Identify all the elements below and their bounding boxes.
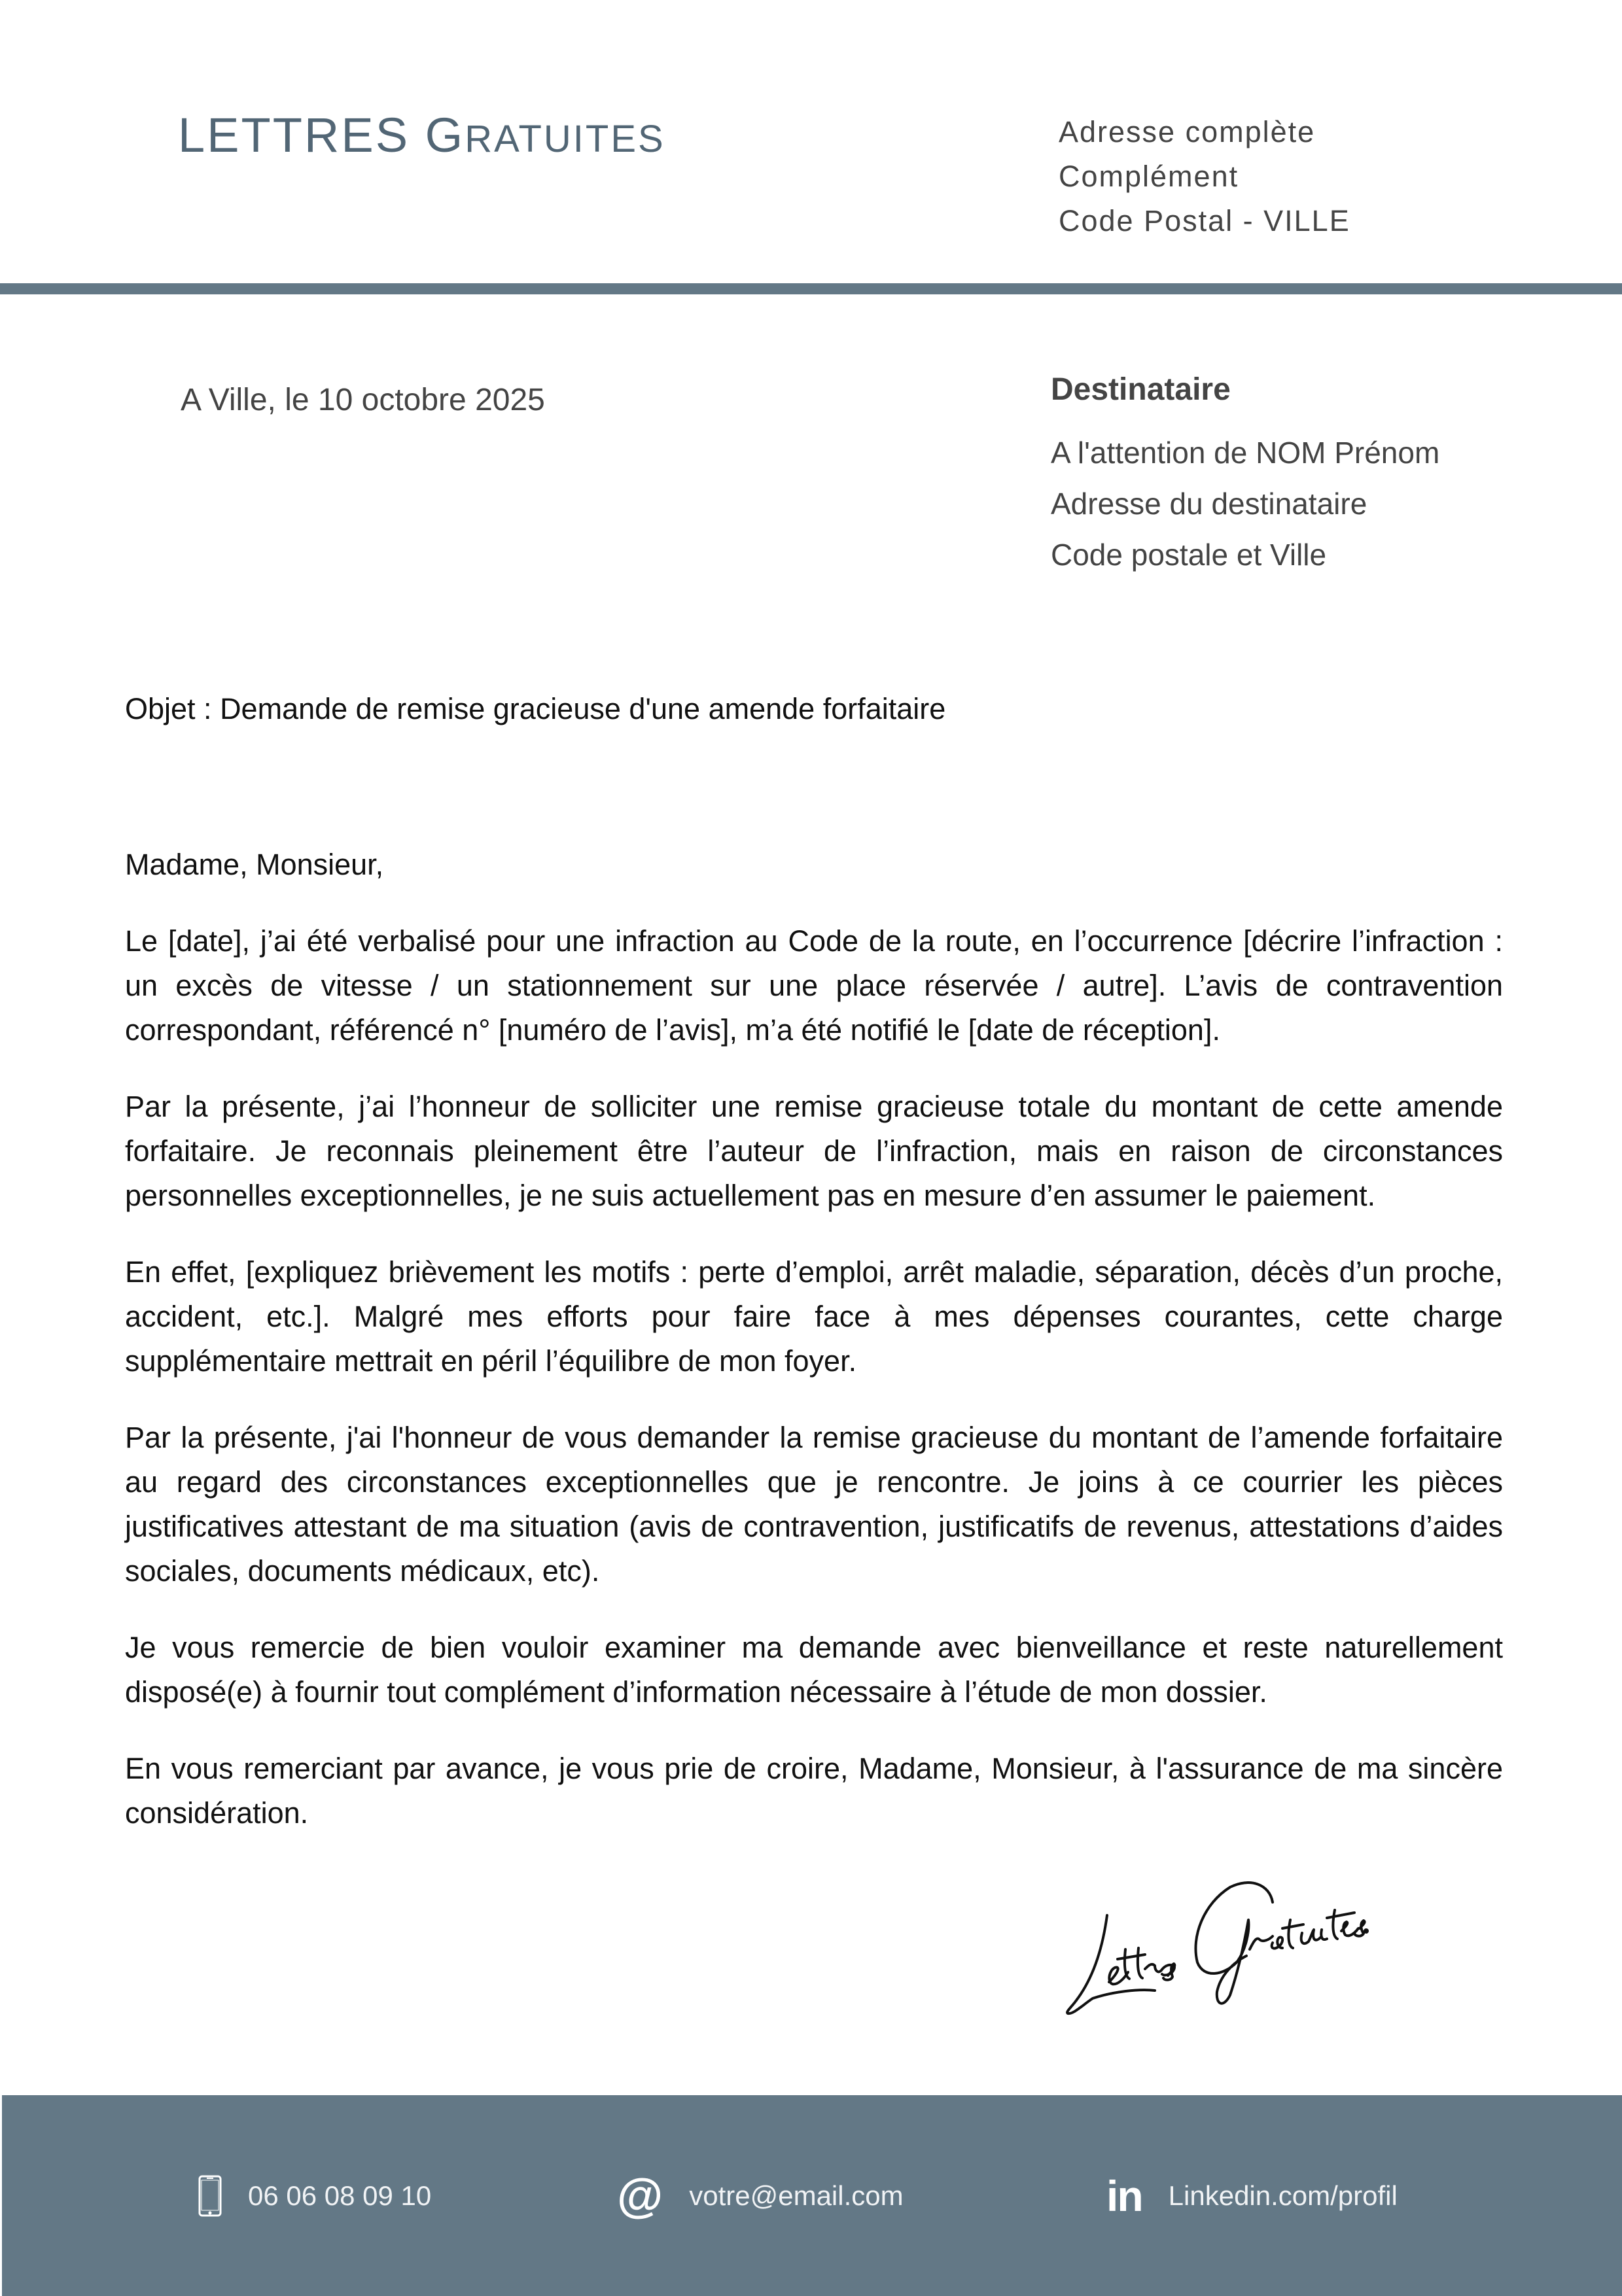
sender-address-line: Adresse complète: [1059, 115, 1316, 148]
footer-linkedin[interactable]: [1106, 2095, 1398, 2296]
smartphone-icon: [198, 2175, 222, 2217]
paragraph: Je vous remercie de bien vouloir examiner ma demande avec bienveillance et reste naturellement disposé(e) à fournir tout complément d’information nécessaire à l’étude de mon dossier.: [125, 1631, 1503, 1709]
linkedin-icon: in: [1106, 2171, 1142, 2220]
recipient-title: Destinataire: [1051, 372, 1231, 407]
paragraph: Par la présente, j’ai l’honneur de solliciter une remise gracieuse totale du montant de cette amende forfaitaire. Je reconnais pleinement être l’auteur de l’infraction, mais en raison de circonstances personnelles exceptionnelles, je ne suis actuellement pas en mesure d’en assumer le paiement.: [125, 1090, 1503, 1212]
footer-phone[interactable]: [198, 2095, 431, 2296]
letter-object: Objet : Demande de remise gracieuse d'une amende forfaitaire: [125, 692, 946, 725]
linkedin-url: Linkedin.com/profil: [1168, 2180, 1398, 2211]
paragraph: Le [date], j’ai été verbalisé pour une infraction au Code de la route, en l’occurrence [décrire l’infraction : un excès de vitesse / un stationnement sur une place réservée / autre]. L’avis de contravention correspondant, référencé n° [numéro de l’avis], m’a été notifié le [date de réception].: [125, 924, 1503, 1047]
sender-address-line: Code Postal - VILLE: [1059, 204, 1350, 237]
sender-address-line: Complément: [1059, 160, 1239, 193]
recipient-line: A l'attention de NOM Prénom: [1051, 436, 1440, 470]
signature: [1047, 1858, 1439, 2021]
at-sign-icon: @: [617, 2169, 663, 2222]
recipient-line: Code postale et Ville: [1051, 538, 1327, 572]
phone-number: 06 06 08 09 10: [248, 2180, 432, 2211]
paragraph: En vous remerciant par avance, je vous prie de croire, Madame, Monsieur, à l'assurance de ma sincère considération.: [125, 1752, 1503, 1830]
salutation: Madame, Monsieur,: [125, 848, 384, 881]
paragraph: Par la présente, j'ai l'honneur de vous demander la remise gracieuse du montant de l’amende forfaitaire au regard des circonstances exceptionnelles que je rencontre. Je joins à ce courrier les pièces justificatives attestant de ma situation (avis de contravention, justificatifs de revenus, attestations d’aides sociales, documents médicaux, etc).: [125, 1421, 1503, 1588]
brand-word-2-rest: RATUITES: [465, 118, 665, 160]
sender-address: [1059, 110, 1350, 243]
recipient-block: [1051, 372, 1439, 580]
brand-logo: [178, 108, 665, 162]
contact-footer: [2, 2095, 1622, 2296]
signature-script-icon: [1047, 1858, 1439, 2021]
header-divider: [0, 283, 1622, 294]
letter-body: [125, 843, 1503, 1868]
recipient-line: Adresse du destinataire: [1051, 487, 1367, 521]
brand-word-1: LETTRES: [178, 108, 410, 162]
footer-email[interactable]: [617, 2095, 904, 2296]
email-address: votre@email.com: [689, 2180, 904, 2211]
date-line: A Ville, le 10 octobre 2025: [181, 383, 545, 417]
brand-word-2-initial: G: [425, 108, 465, 162]
paragraph: En effet, [expliquez brièvement les motifs : perte d’emploi, arrêt maladie, séparation, décès d’un proche, accident, etc.]. Malgré mes efforts pour faire face à mes dépenses courantes, cette charge supplémentaire mettrait en péril l’équilibre de mon foyer.: [125, 1255, 1503, 1378]
